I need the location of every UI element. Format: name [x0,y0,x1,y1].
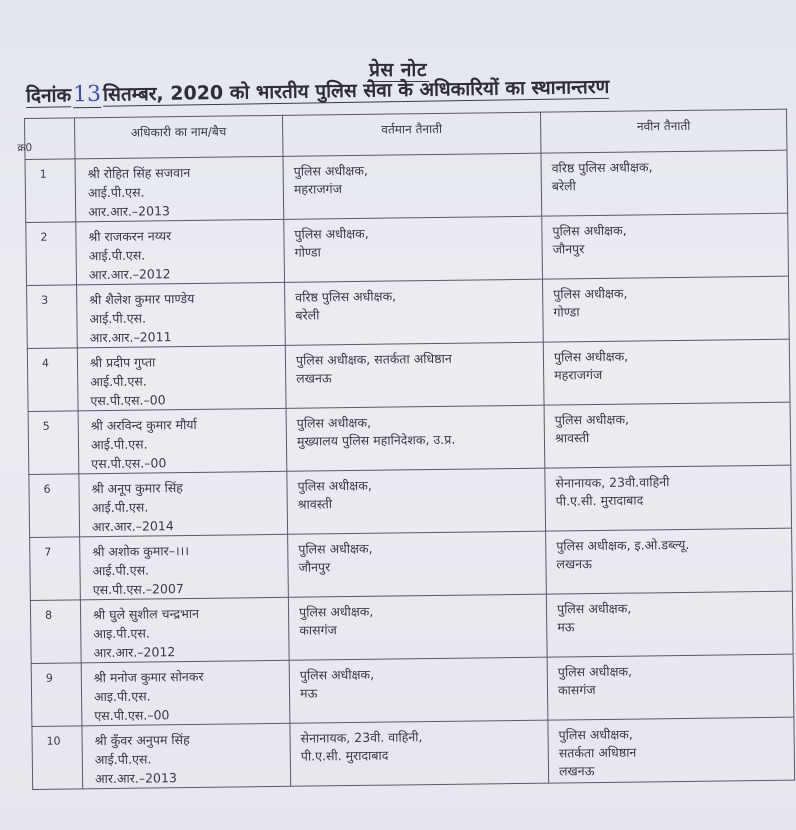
current-posting-cell [284,216,543,282]
title-text: प्रेस नोट [369,59,427,81]
table-row [28,402,791,474]
serial-cell [26,222,77,286]
transfer-table [17,109,795,790]
officer-name: श्री घुले सुशील चन्द्रभान [92,605,200,623]
table-row [27,339,790,411]
serial-number: 5 [42,419,50,433]
serial-cell [30,537,81,601]
new-posting-line: लखनऊ [558,763,595,779]
officer-service: आई.पी.एस. [88,247,146,264]
new-posting-line: पुलिस अधीक्षक, [556,600,632,617]
new-posting-cell [541,150,788,216]
current-posting-line: पुलिस अधीक्षक, [298,540,373,557]
current-posting-line: जौनपुर [298,559,331,575]
current-posting-cell [286,405,545,471]
officer-cell [75,156,284,222]
header-new-posting [540,109,786,153]
current-posting-line: मुख्यालय पुलिस महानिदेशक, उ.प्र. [296,431,456,449]
officer-name: श्री राजकरन नय्यर [88,228,172,245]
current-posting-cell [287,468,546,534]
new-posting-line: वरिष्ठ पुलिस अधीक्षक, [551,159,653,176]
current-header-label: वर्तमान तैनाती [381,121,443,137]
new-posting-line: महराजगंज [554,366,603,383]
subtitle-rest: सितम्बर, 2020 को भारतीय पुलिस सेवा के अधिकारियों का स्थानान्तरण [102,75,610,106]
current-posting-cell [288,531,547,597]
officer-header-label: अधिकारी का नाम/बैच [130,124,227,140]
table-row [25,150,788,222]
officer-name: श्री मनोज कुमार सोनकर [93,668,204,686]
officer-batch: आर.आर.–2014 [91,518,174,535]
serial-number: 2 [40,230,48,244]
officer-service: आई.पी.एस. [91,499,149,516]
new-posting-line: पुलिस अधीक्षक, [552,222,627,239]
serial-number: 8 [44,608,53,622]
new-posting-cell [547,654,794,720]
new-posting-line: पुलिस अधीक्षक, [554,411,630,428]
current-posting-line: कासगंज [299,622,337,638]
current-posting-line: पुलिस अधीक्षक, [294,225,369,242]
new-posting-line: पुलिस अधीक्षक, [553,348,629,365]
current-posting-line: बरेली [295,307,320,323]
officer-service: आई.पी.एस. [90,373,147,390]
officer-batch: एस.पी.एस.–2007 [92,581,184,598]
officer-service: आई.पी.एस. [90,436,148,453]
current-posting-cell [283,153,542,219]
serial-number: 4 [41,356,50,370]
serial-cell [29,474,80,538]
new-posting-line: मऊ [557,619,575,635]
serial-cell [32,726,83,790]
serial-cell [27,285,78,349]
officer-name: श्री अरविन्द कुमार मौर्या [90,416,197,434]
serial-number: 9 [45,671,53,685]
current-posting-line: पी.ए.सी. मुरादाबाद [300,747,389,764]
officer-cell [77,282,286,348]
officer-cell [76,219,285,285]
new-posting-cell [543,339,790,405]
officer-cell [77,345,286,411]
officer-service: आइ.पी.एस. [93,688,151,705]
new-posting-cell [546,591,793,657]
current-posting-line: पुलिस अधीक्षक, सतर्कता अधिष्ठान [295,350,452,368]
current-posting-line: वरिष्ठ पुलिस अधीक्षक, [295,288,397,305]
header-current-posting [282,112,540,156]
officer-batch: आर.आर.–2013 [94,770,177,787]
serial-cell [27,348,78,412]
officer-service: आई.पी.एस. [92,562,150,579]
new-posting-cell [546,528,793,594]
new-posting-line: सतर्कता अधिष्ठान [558,744,637,761]
table-body [25,150,795,789]
new-posting-line: पुलिस अधीक्षक, [553,285,628,302]
current-posting-line: पुलिस अधीक्षक, [297,477,372,494]
officer-batch: एस.पी.एस.–00 [94,707,170,724]
serial-cell [25,159,76,223]
new-posting-cell [542,213,789,279]
subtitle-prefix: दिनांक [25,84,72,107]
serial-cell [28,411,79,475]
officer-cell [82,723,291,789]
current-posting-line: पुलिस अधीक्षक, [299,666,375,683]
current-posting-cell [285,342,544,408]
new-posting-line: पुलिस अधीक्षक, [557,663,633,680]
officer-cell [79,471,288,537]
new-posting-line: पुलिस अधीक्षक, [558,726,633,743]
new-posting-line: गोण्डा [553,304,580,320]
table-row [31,654,794,726]
officer-cell [78,408,287,474]
header-serial [17,118,75,160]
handwritten-date: 13 [72,81,102,108]
current-posting-cell [285,279,544,345]
table-row [30,591,793,663]
serial-number: 3 [41,293,49,307]
table-row [27,276,790,348]
header-officer [75,115,283,159]
current-posting-line: लखनऊ [296,370,332,386]
current-posting-line: मऊ [299,685,318,701]
serial-header-label: क्र0 [17,141,33,155]
table-row [26,213,789,285]
new-posting-line: सेनानायक, 23वी.वाहिनी [555,474,670,491]
new-posting-cell [544,402,791,468]
officer-cell [80,597,289,663]
officer-cell [81,660,290,726]
new-posting-line: लखनऊ [556,556,593,572]
officer-cell [80,534,289,600]
table-row [30,528,793,600]
officer-batch: आर.आर.–2013 [88,203,171,220]
officer-batch: एस.पी.एस.–00 [91,455,167,472]
table-row [29,465,792,537]
new-posting-line: पी.ए.सी. मुरादाबाद [555,492,644,509]
new-posting-line: पुलिस अधीक्षक, इ.ओ.डब्ल्यू. [556,536,690,554]
current-posting-line: श्रावस्ती [297,496,333,512]
new-posting-line: जौनपुर [552,241,585,257]
current-posting-cell [288,594,547,660]
officer-name: श्री प्रदीप गुप्ता [89,354,156,371]
current-posting-line: पुलिस अधीक्षक, [293,162,369,179]
new-posting-cell [548,717,795,783]
officer-name: श्री शैलेश कुमार पाण्डेय [89,290,195,308]
officer-batch: आर.आर.–2012 [88,266,171,283]
current-posting-cell [289,657,548,723]
officer-service: आई.पी.एस. [89,310,147,327]
current-posting-line: सेनानायक, 23वी. वाहिनी, [300,729,423,746]
officer-name: श्री अनूप कुमार सिंह [91,480,183,497]
serial-cell [31,663,82,727]
new-posting-line: कासगंज [557,682,596,698]
officer-batch: आर.आर.–2012 [93,644,176,661]
new-posting-cell [545,465,792,531]
new-posting-line: बरेली [551,178,576,194]
current-posting-line: पुलिस अधीक्षक, [298,603,374,620]
table-row [32,717,795,789]
new-posting-cell [543,276,790,342]
current-posting-cell [290,720,549,786]
serial-number: 1 [39,167,47,181]
new-header-label: नवीन तैनाती [636,118,691,134]
officer-service: आई.पी.एस. [94,751,152,768]
current-posting-line: गोण्डा [294,244,321,260]
officer-service: आइ.पी.एस. [93,625,150,642]
officer-name: श्री कुँवर अनुपम सिंह [94,732,190,749]
current-posting-line: पुलिस अधीक्षक, [296,414,372,431]
officer-batch: एस.पी.एस.–00 [90,392,166,409]
officer-batch: आर.आर.–2011 [89,329,172,346]
officer-name: श्री रोहित सिंह सजवान [87,164,191,182]
new-posting-line: श्रावस्ती [554,430,590,446]
officer-name: श्री अशोक कुमार–।।। [92,543,190,560]
serial-number: 6 [43,482,51,496]
serial-number: 7 [44,545,52,559]
officer-service: आई.पी.एस. [87,184,145,201]
serial-number: 10 [46,734,61,748]
current-posting-line: महराजगंज [293,181,343,197]
serial-cell [30,600,81,664]
transfer-table-wrapper [17,109,794,790]
